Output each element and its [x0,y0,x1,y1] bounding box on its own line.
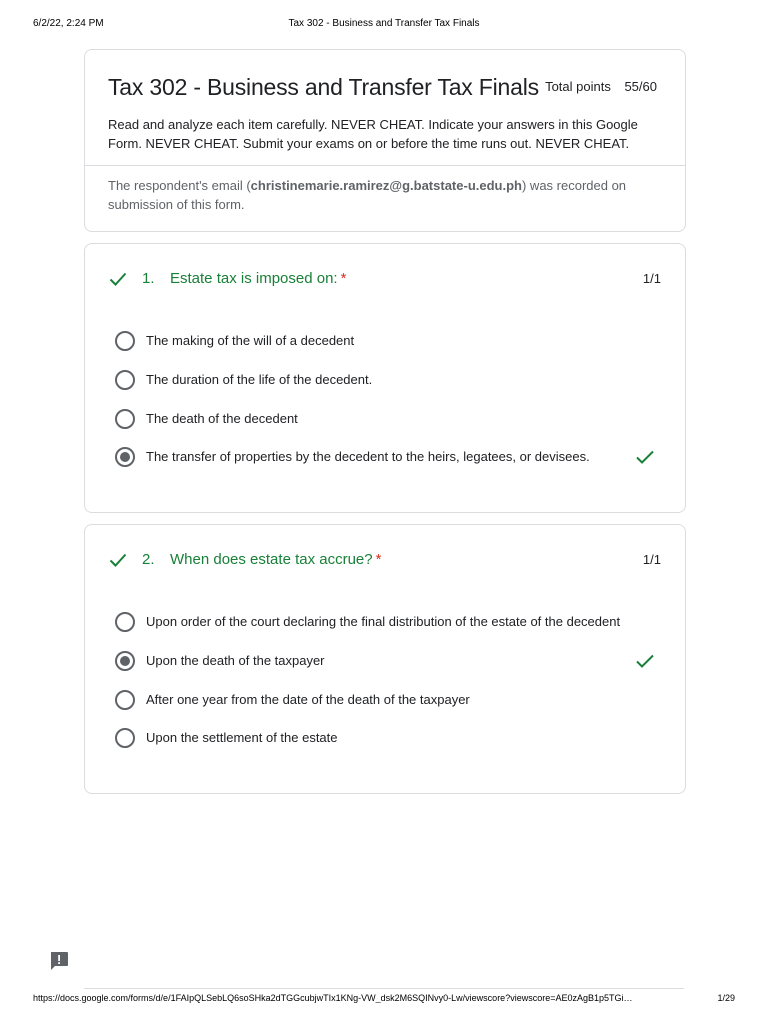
option-label: Upon order of the court declaring the final distribution of the estate of the decedent [146,614,621,629]
question-text-label: When does estate tax accrue? [170,551,373,568]
form-description: Read and analyze each item carefully. NEVER CHEAT. Indicate your answers in this Google Form. NEVER CHEAT. Submit your exams on or before the time runs out. NEVER CHEAT. [108,117,638,151]
total-points-label: Total points [545,79,611,94]
question-text [170,270,346,287]
email-note-prefix: The respondent's email ( [108,178,251,193]
feedback-icon[interactable] [49,951,69,971]
option-label: The transfer of properties by the decedent to the heirs, legatees, or devisees. [146,449,590,464]
option-label: After one year from the date of the death of the taxpayer [146,692,470,707]
respondent-email: christinemarie.ramirez@g.batstate-u.edu.ph [250,178,522,193]
print-page-number: 1/29 [717,993,735,1003]
question-number: 2. [142,551,155,568]
footer-divider [84,988,684,989]
header-divider [85,165,685,166]
form-header-card [84,49,686,232]
checkmark-icon [635,449,655,465]
answer-option-selected[interactable] [115,649,665,673]
question-score: 1/1 [642,552,661,567]
radio-button-selected[interactable] [115,447,135,467]
question-card-2 [84,524,686,794]
checkmark-icon [109,552,127,568]
question-header [109,268,661,290]
print-footer [33,993,735,1007]
option-label: The duration of the life of the decedent. [146,372,373,387]
answer-option[interactable] [115,610,665,634]
radio-button[interactable] [115,370,135,390]
question-text [170,551,381,568]
question-header [109,549,661,571]
question-card-1 [84,243,686,513]
radio-button[interactable] [115,409,135,429]
question-text-label: Estate tax is imposed on: [170,270,338,287]
answer-option[interactable] [115,407,665,431]
print-header [33,18,735,32]
option-label: Upon the settlement of the estate [146,730,338,745]
radio-button[interactable] [115,690,135,710]
option-label: The death of the decedent [146,411,298,426]
print-url: https://docs.google.com/forms/d/e/1FAIpQLSebLQ6soSHka2dTGGcubjwTIx1KNg-VW_dsk2M6SQINvy0-Lw/viewscore?viewscore=AE0zAgB1p5TGi… [33,993,633,1003]
radio-button[interactable] [115,728,135,748]
email-note-suffix: ) was recorded on submission of this form. [108,178,627,212]
answer-option[interactable] [115,726,665,750]
option-label: Upon the death of the taxpayer [146,653,325,668]
question-score: 1/1 [642,271,661,286]
required-mark: * [340,270,347,287]
radio-button[interactable] [115,331,135,351]
answer-option[interactable] [115,368,665,392]
checkmark-icon [109,271,127,287]
respondent-email-note [108,176,655,214]
checkmark-icon [635,653,655,669]
answer-option[interactable] [115,329,665,353]
radio-button[interactable] [115,612,135,632]
print-datetime: 6/2/22, 2:24 PM [33,18,104,29]
total-points [545,79,657,94]
required-mark: * [375,551,382,568]
option-label: The making of the will of a decedent [146,333,355,348]
radio-button-selected[interactable] [115,651,135,671]
print-title: Tax 302 - Business and Transfer Tax Finals [288,18,480,29]
form-title: Tax 302 - Business and Transfer Tax Finals [108,74,539,100]
answer-option[interactable] [115,688,665,712]
question-number: 1. [142,270,155,287]
answer-option-selected[interactable] [115,445,665,469]
total-points-value: 55/60 [624,79,657,94]
